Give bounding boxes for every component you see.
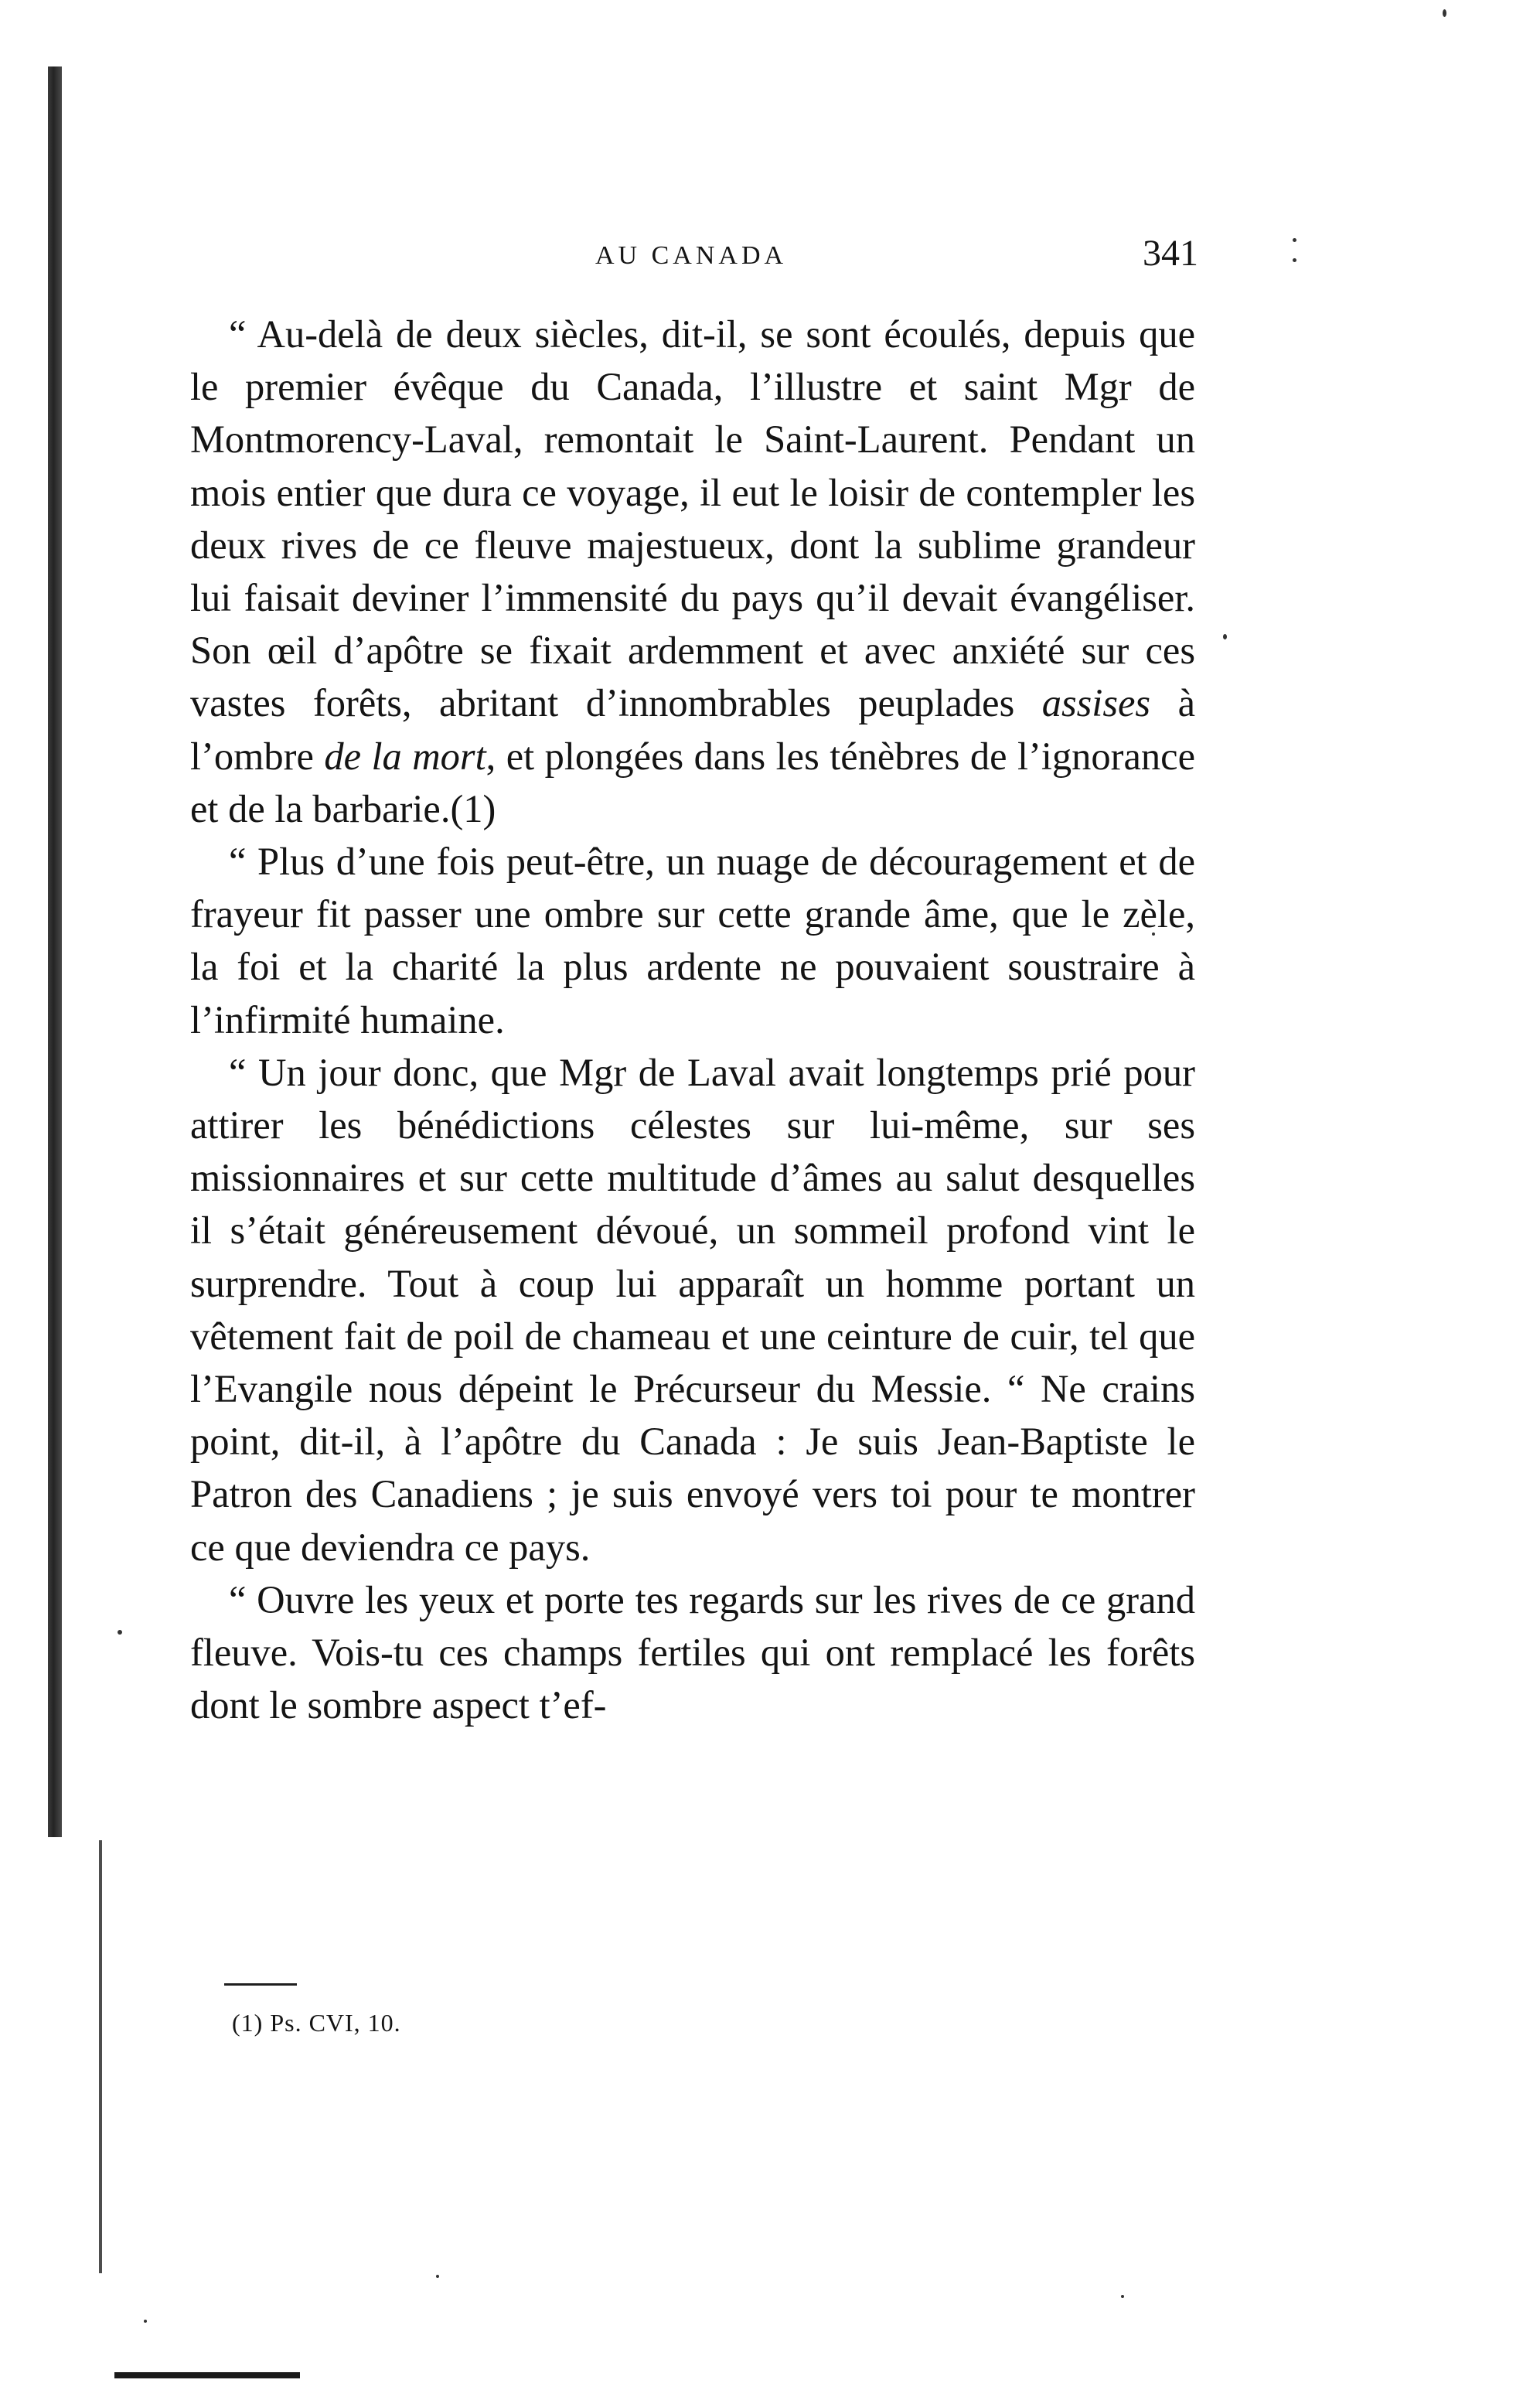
- text-run: “ Au-delà de deux siècles, dit-il, se sont écoulés, depuis que le premier évêque du Canada, l’illustre et saint Mgr de Montmorency-Laval, remontait le Saint-Laurent. Pendant un mois entier que dura ce voyage, il eut le loisir de contempler les deux rives de ce fleuve majestueux, dont la sublime grandeur lui faisait deviner l’immensité du pays qu’il devait évangéliser. Son œil d’apôtre se fixait ardemment et avec anxiété sur ces vastes forêts, abritant d’innombrables peuplades: [190, 312, 1195, 725]
- dust-speck: [1223, 634, 1227, 639]
- text-run: “ Un jour donc, que Mgr de Laval avait longtemps prié pour attirer les bénédictions célestes sur lui-même, sur ses missionnaires et sur cette multitude d’âmes au salut desquelles il s’était généreusement dévoué, un sommeil profond vint le surprendre. Tout à coup lui apparaît un homme portant un vêtement fait de poil de chameau et une ceinture de cuir, tel que l’Evangile nous dépeint le Précurseur du Messie. “ Ne crains point, dit-il, à l’apôtre du Canada : Je suis Jean-Baptiste le Patron des Canadiens ; je suis envoyé vers toi pour te montrer ce que deviendra ce pays.: [190, 1050, 1195, 1569]
- page-number: 341: [1143, 233, 1198, 274]
- dust-speck: [1443, 9, 1446, 17]
- text-run: à l’ombre: [190, 681, 1195, 778]
- italic-run: de la mort: [324, 734, 486, 778]
- paragraph: [190, 1046, 1195, 1573]
- dust-speck: [436, 2275, 439, 2278]
- scan-edge-mark: [114, 2372, 300, 2378]
- italic-run: assises: [1041, 681, 1151, 725]
- text-run: “ Ouvre les yeux et porte tes regards sur les rives de ce grand fleuve. Vois-tu ces champs fertiles qui ont remplacé les forêts dont le sombre aspect t’ef-: [190, 1577, 1195, 1727]
- dust-speck: [1293, 258, 1296, 262]
- text-run: “ Plus d’une fois peut-être, un nuage de découragement et de frayeur fit passer une ombre sur cette grande âme, que le zèle, la foi et la charité la plus ardente ne pouvaient soustraire à l’infirmité humaine.: [190, 840, 1195, 1042]
- dust-speck: [118, 1630, 122, 1635]
- paragraph: [190, 1573, 1195, 1732]
- footnote-rule: [224, 1983, 297, 1986]
- running-header: [186, 232, 1198, 278]
- paragraph: [190, 835, 1195, 1046]
- dust-speck: [1293, 238, 1296, 242]
- body-text: [190, 308, 1195, 1731]
- text-run: , et plongées dans les ténèbres de l’ignorance et de la barbarie.(1): [190, 734, 1195, 830]
- paragraph: [190, 308, 1195, 835]
- binding-shadow: [48, 66, 62, 1837]
- running-title: AU CANADA: [595, 241, 788, 270]
- dust-speck: [1121, 2295, 1124, 2298]
- dust-speck: [144, 2320, 147, 2323]
- binding-shadow-lower: [99, 1840, 102, 2273]
- footnote: (1) Ps. CVI, 10.: [232, 2009, 401, 2037]
